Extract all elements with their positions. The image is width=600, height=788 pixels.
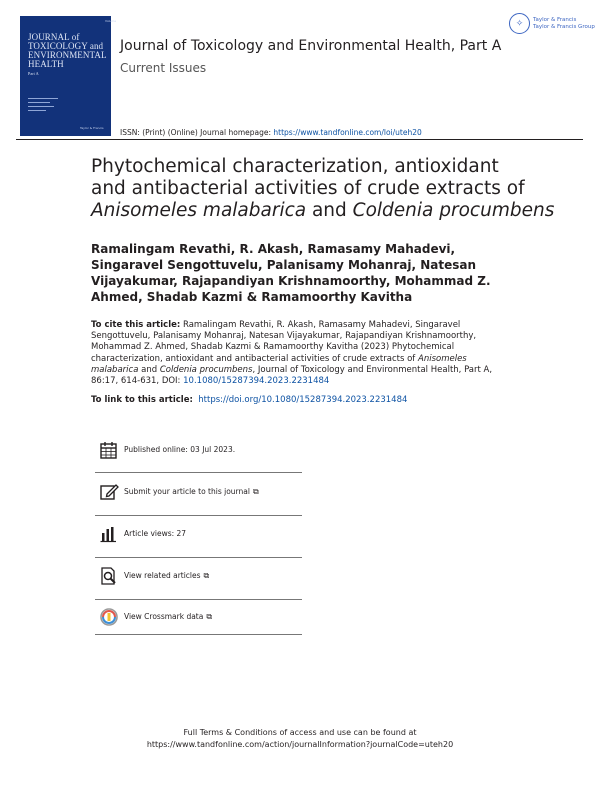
title-line: Phytochemical characterization, antioxidant bbox=[91, 156, 499, 177]
crossmark-icon bbox=[99, 607, 119, 627]
divider bbox=[95, 515, 302, 516]
title-species: Coldenia procumbens bbox=[352, 200, 555, 221]
citation-block bbox=[91, 320, 511, 387]
edit-icon bbox=[99, 482, 119, 502]
cover-decoration bbox=[28, 106, 54, 107]
divider bbox=[95, 599, 302, 600]
title-line: and antibacterial activities of crude extracts of bbox=[91, 178, 525, 199]
calendar-icon bbox=[99, 440, 119, 460]
terms-footer bbox=[0, 727, 600, 751]
cover-title bbox=[28, 33, 108, 77]
published-row bbox=[99, 440, 299, 464]
cover-title-line: TOXICOLOGY and bbox=[28, 41, 104, 51]
publisher-logo-text: Taylor & Francis bbox=[533, 16, 577, 23]
external-link-icon: ⧉ bbox=[206, 612, 213, 621]
crossmark-label: View Crossmark data bbox=[124, 612, 204, 621]
doi-link[interactable]: 10.1080/15287394.2023.2231484 bbox=[183, 376, 330, 387]
article-link-line bbox=[91, 395, 407, 405]
cover-title-line: HEALTH bbox=[28, 59, 64, 69]
external-link-icon: ⧉ bbox=[252, 487, 259, 496]
article-doi-url[interactable]: https://doi.org/10.1080/15287394.2023.2231484 bbox=[198, 395, 408, 405]
article-title bbox=[91, 156, 571, 222]
submit-article-link[interactable] bbox=[124, 487, 259, 497]
journal-cover-image bbox=[20, 16, 117, 136]
citation-text: Ramalingam Revathi, R. Akash, Ramasamy Mahadevi, Singaravel Sengottuvelu, Palanisamy Mohanraj, Natesan Vijayakumar, Rajapandiyan Krishnamoorthy, Mohammad Z. Ahmed, Shadab Kazmi & Ramamoorthy Kavitha (2023) Phytochemical characterization, antioxidant and antibacterial activities of crude extracts of bbox=[91, 320, 477, 364]
crossmark-link[interactable] bbox=[124, 612, 212, 622]
publisher-logo-subtext: Taylor & Francis Group bbox=[533, 23, 595, 30]
issn-line bbox=[120, 128, 422, 137]
cover-title-line: JOURNAL of bbox=[28, 32, 80, 42]
bar-chart-icon bbox=[99, 524, 119, 544]
external-link-icon: ⧉ bbox=[203, 571, 210, 580]
cover-title-line: ENVIRONMENTAL bbox=[28, 50, 107, 60]
related-articles-link[interactable] bbox=[124, 571, 209, 581]
terms-text: Full Terms & Conditions of access and use can be found at bbox=[183, 728, 417, 737]
current-issues-label: Current Issues bbox=[120, 61, 207, 75]
citation-conjunction: and bbox=[138, 364, 160, 375]
submit-article-label: Submit your article to this journal bbox=[124, 487, 250, 496]
cover-publisher: Taylor & Francis bbox=[80, 126, 104, 130]
related-articles-row[interactable] bbox=[99, 566, 299, 590]
cover-part: Part A bbox=[28, 71, 39, 76]
journal-name[interactable]: Journal of Toxicology and Environmental Health, Part A bbox=[120, 38, 502, 54]
cover-decoration bbox=[28, 110, 46, 111]
article-views-row bbox=[99, 524, 299, 548]
crossmark-row[interactable] bbox=[99, 607, 299, 631]
header-divider bbox=[16, 139, 583, 140]
published-date: Published online: 03 Jul 2023. bbox=[124, 445, 236, 454]
citation-text: , Journal of Toxicology and Environmental Health, Part A, 86:17, 614-631, DOI: bbox=[91, 364, 493, 387]
journal-homepage-link[interactable]: https://www.tandfonline.com/loi/uteh20 bbox=[273, 128, 422, 137]
terms-url[interactable]: https://www.tandfonline.com/action/journalInformation?journalCode=uteh20 bbox=[146, 740, 454, 749]
cover-decoration bbox=[28, 102, 50, 103]
cover-decoration bbox=[28, 98, 58, 99]
publisher-logo bbox=[509, 13, 595, 34]
divider bbox=[95, 634, 302, 635]
title-species: Anisomeles malabarica bbox=[91, 200, 307, 221]
citation-species: Anisomeles malabarica bbox=[91, 353, 467, 375]
title-conjunction: and bbox=[306, 200, 353, 221]
citation-label: To cite this article: bbox=[91, 320, 181, 330]
citation-species: Coldenia procumbens bbox=[159, 364, 253, 375]
cover-volume: Volume bbox=[105, 19, 117, 23]
document-search-icon bbox=[99, 566, 119, 586]
related-articles-label: View related articles bbox=[124, 571, 201, 580]
issn-text: ISSN: (Print) (Online) Journal homepage: bbox=[120, 128, 274, 137]
author-list: Ramalingam Revathi, R. Akash, Ramasamy Mahadevi, Singaravel Sengottuvelu, Palanisamy Mohanraj, Natesan Vijayakumar, Rajapandiyan Krishnamoorthy, Mohammad Z. Ahmed, Shadab Kazmi & Ramamoorthy Kavitha bbox=[91, 242, 491, 304]
submit-article-row[interactable] bbox=[99, 482, 299, 506]
publisher-logo-icon: ✧ bbox=[509, 13, 530, 34]
divider bbox=[95, 557, 302, 558]
divider bbox=[95, 472, 302, 473]
article-link-label: To link to this article: bbox=[91, 395, 193, 405]
article-views-count: Article views: 27 bbox=[124, 529, 187, 538]
